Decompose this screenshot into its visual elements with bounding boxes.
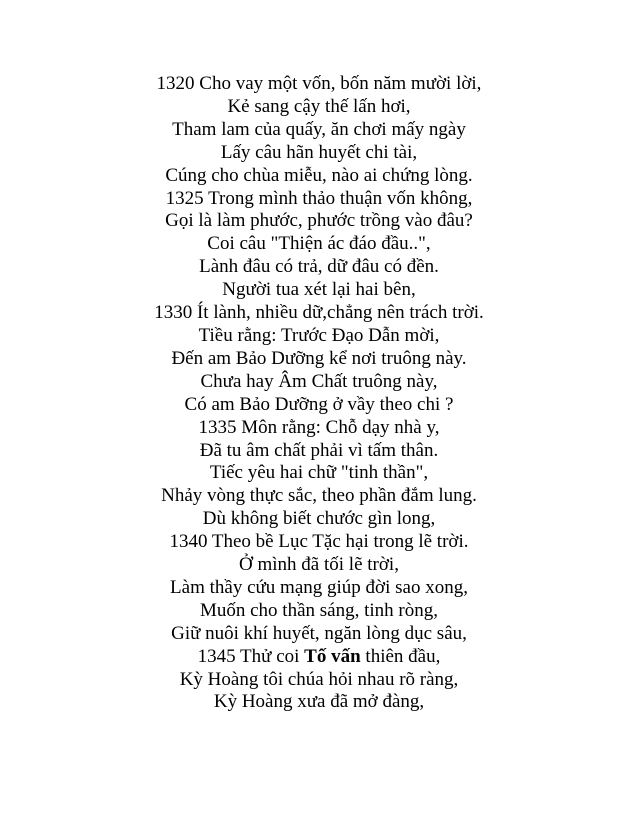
poem-line-with-emphasis (0, 646, 638, 669)
poem-text (0, 73, 638, 714)
poem-line: Kỳ Hoàng tôi chúa hỏi nhau rõ ràng, (179, 668, 459, 690)
poem-line: 1335 Môn rằng: Chỗ dạy nhà y, (198, 416, 440, 438)
poem-line: Đến am Bảo Dưỡng kể nơi truông này. (171, 347, 467, 369)
poem-line: Chưa hay Âm Chất truông này, (200, 370, 438, 392)
poem-line: Ở mình đã tối lẽ trời, (239, 554, 399, 576)
poem-line: Đã tu âm chất phải vì tấm thân. (199, 439, 439, 461)
poem-line: Nhảy vòng thực sắc, theo phần đắm lung. (161, 485, 477, 507)
poem-line: 1325 Trong mình thảo thuận vốn không, (165, 187, 473, 209)
poem-line: Lấy câu hãn huyết chi tài, (220, 141, 418, 163)
poem-line: Người tua xét lại hai bên, (222, 279, 416, 301)
poem-line: Cúng cho chùa miễu, nào ai chứng lòng. (165, 164, 473, 186)
emphasized-title: Tố vấn (304, 645, 361, 667)
poem-line: Coi câu "Thiện ác đáo đầu..", (207, 233, 431, 255)
poem-line-segment: thiên đầu, (360, 645, 441, 667)
poem-line: Giữ nuôi khí huyết, ngăn lòng dục sâu, (171, 622, 467, 644)
poem-line: 1320 Cho vay một vốn, bốn năm mười lời, (156, 73, 482, 94)
poem-line-segment: 1345 Thử coi (197, 645, 305, 667)
poem-line: Tiều rằng: Trước Đạo Dẫn mời, (198, 324, 440, 346)
poem-line: Gọi là làm phước, phước trồng vào đâu? (165, 210, 473, 232)
poem-line: Dù không biết chước gìn long, (202, 508, 436, 530)
poem-line: Muốn cho thần sáng, tinh ròng, (199, 599, 438, 621)
poem-line: Lành đâu có trả, dữ đâu có đền. (199, 256, 439, 278)
poem-line: 1340 Theo bề Lục Tặc hại trong lẽ trời. (169, 531, 469, 553)
poem-line: Tham lam của quấy, ăn chơi mấy ngày (172, 118, 466, 140)
poem-line: Tiếc yêu hai chữ "tinh thần", (209, 462, 429, 484)
poem-line: Kỳ Hoàng xưa đã mở đàng, (213, 691, 425, 713)
poem-line: Làm thầy cứu mạng giúp đời sao xong, (170, 576, 468, 598)
poem-line: Có am Bảo Dưỡng ở vầy theo chi ? (184, 393, 454, 415)
poem-line: Kẻ sang cậy thế lấn hơi, (227, 95, 411, 117)
poem-line: 1330 Ít lành, nhiều dữ,chẳng nên trách trời. (154, 302, 484, 324)
